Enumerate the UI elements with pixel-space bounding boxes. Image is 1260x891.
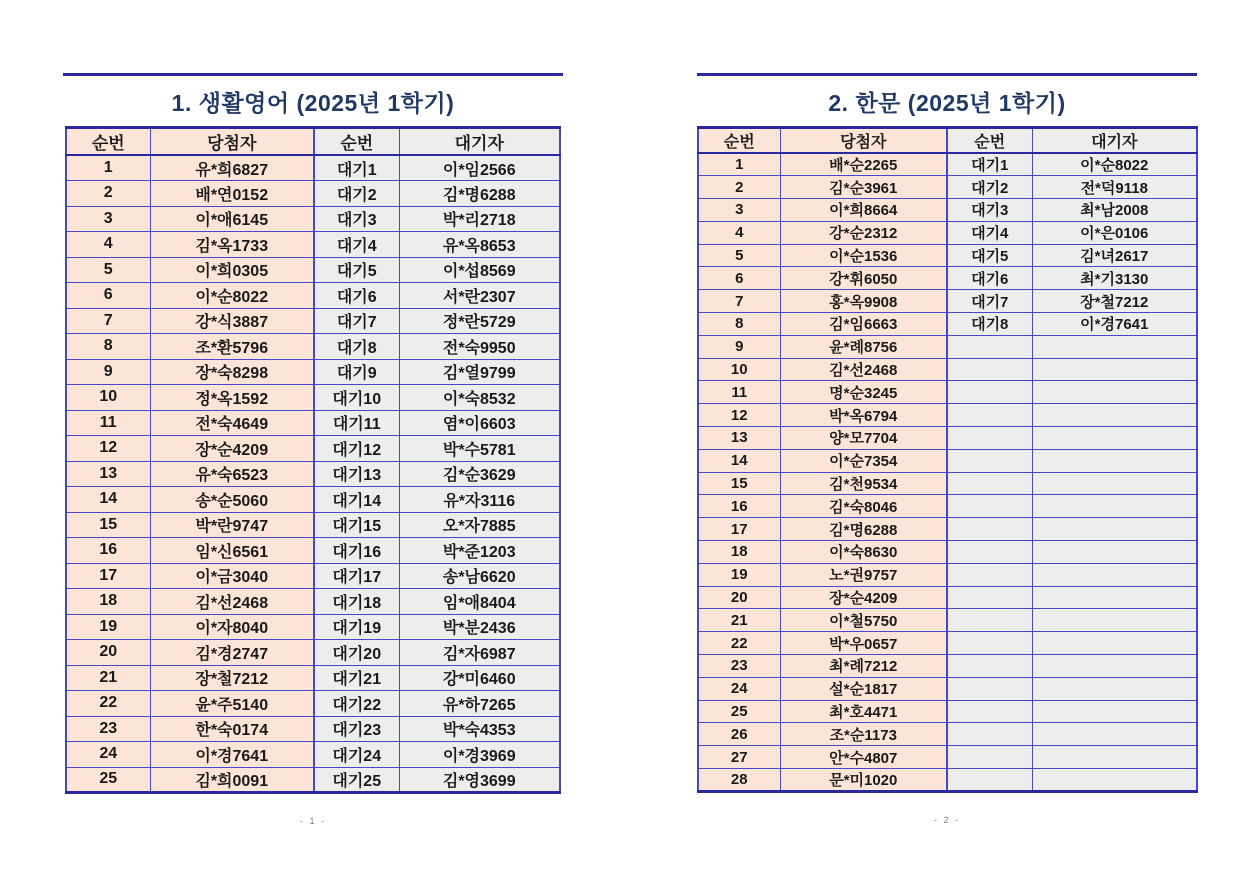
column-header-waiting: 대기자 <box>1032 128 1197 154</box>
waiting-cell <box>1032 609 1197 632</box>
winner-cell: 정*옥1592 <box>150 385 314 411</box>
waiting-cell: 대기3 <box>947 199 1032 222</box>
waiting-cell: 대기6 <box>947 267 1032 290</box>
waiting-cell <box>1032 563 1197 586</box>
page-2 <box>697 73 1197 825</box>
winner-cell: 8 <box>66 334 150 360</box>
winner-cell: 이*순7354 <box>780 449 947 472</box>
table-row <box>698 221 1197 244</box>
waiting-cell: 대기12 <box>314 436 399 462</box>
winner-cell: 16 <box>66 538 150 564</box>
winner-cell: 12 <box>698 404 780 427</box>
waiting-cell: 이*순8022 <box>1032 153 1197 176</box>
column-header-waiting: 대기자 <box>399 128 560 156</box>
waiting-cell: 대기2 <box>947 176 1032 199</box>
winner-cell: 24 <box>66 742 150 768</box>
winner-cell: 6 <box>66 283 150 309</box>
table-row <box>698 632 1197 655</box>
table-row <box>698 153 1197 176</box>
waiting-cell <box>947 655 1032 678</box>
waiting-cell: 김*자6987 <box>399 640 560 666</box>
waiting-cell: 전*숙9950 <box>399 334 560 360</box>
waiting-cell: 대기19 <box>314 614 399 640</box>
waiting-cell <box>947 518 1032 541</box>
winner-cell: 11 <box>698 381 780 404</box>
results-table-daily-english <box>65 126 561 794</box>
winner-cell: 최*례7212 <box>780 655 947 678</box>
waiting-cell: 대기6 <box>314 283 399 309</box>
table-row <box>698 335 1197 358</box>
page-1 <box>63 73 563 826</box>
table-row <box>66 181 560 207</box>
winner-cell: 22 <box>698 632 780 655</box>
winner-cell: 6 <box>698 267 780 290</box>
waiting-cell: 이*경7641 <box>1032 313 1197 336</box>
winner-cell: 1 <box>698 153 780 176</box>
winner-cell: 강*휘6050 <box>780 267 947 290</box>
winner-cell: 임*신6561 <box>150 538 314 564</box>
winner-cell: 8 <box>698 313 780 336</box>
waiting-cell <box>1032 472 1197 495</box>
waiting-cell: 대기15 <box>314 512 399 538</box>
winner-cell: 이*철5750 <box>780 609 947 632</box>
waiting-cell: 대기14 <box>314 487 399 513</box>
waiting-cell: 염*이6603 <box>399 410 560 436</box>
winner-cell: 장*순4209 <box>780 586 947 609</box>
table-row <box>66 155 560 181</box>
waiting-cell: 박*준1203 <box>399 538 560 564</box>
table-row <box>66 665 560 691</box>
waiting-cell: 박*분2436 <box>399 614 560 640</box>
table-header-row <box>698 128 1197 154</box>
waiting-cell: 대기23 <box>314 716 399 742</box>
waiting-cell: 김*열9799 <box>399 359 560 385</box>
winner-cell: 23 <box>698 655 780 678</box>
waiting-cell: 대기7 <box>947 290 1032 313</box>
results-table-chinese-characters <box>697 126 1198 793</box>
table-row <box>698 746 1197 769</box>
table-row <box>698 563 1197 586</box>
winner-cell: 7 <box>698 290 780 313</box>
winner-cell: 김*선2468 <box>780 358 947 381</box>
waiting-cell <box>1032 427 1197 450</box>
winner-cell: 배*연0152 <box>150 181 314 207</box>
waiting-cell: 대기20 <box>314 640 399 666</box>
waiting-cell: 대기1 <box>947 153 1032 176</box>
page-title: 2. 한문 (2025년 1학기) <box>828 90 1066 116</box>
waiting-cell: 유*옥8653 <box>399 232 560 258</box>
table-row <box>66 767 560 793</box>
winner-cell: 1 <box>66 155 150 181</box>
winner-cell: 김*선2468 <box>150 589 314 615</box>
table-row <box>66 359 560 385</box>
winner-cell: 문*미1020 <box>780 769 947 792</box>
winner-cell: 김*임6663 <box>780 313 947 336</box>
table-body <box>66 155 560 793</box>
winner-cell: 11 <box>66 410 150 436</box>
waiting-cell <box>1032 358 1197 381</box>
waiting-cell: 송*남6620 <box>399 563 560 589</box>
table-row <box>698 518 1197 541</box>
waiting-cell: 이*은0106 <box>1032 221 1197 244</box>
winner-cell: 송*순5060 <box>150 487 314 513</box>
waiting-cell: 이*섭8569 <box>399 257 560 283</box>
winner-cell: 28 <box>698 769 780 792</box>
winner-cell: 5 <box>698 244 780 267</box>
winner-cell: 홍*옥9908 <box>780 290 947 313</box>
winner-cell: 노*권9757 <box>780 563 947 586</box>
table-row <box>66 385 560 411</box>
table-row <box>66 589 560 615</box>
winner-cell: 4 <box>66 232 150 258</box>
header-rule <box>63 73 563 76</box>
winner-cell: 김*희0091 <box>150 767 314 793</box>
table-row <box>698 199 1197 222</box>
waiting-cell <box>947 746 1032 769</box>
waiting-cell: 최*기3130 <box>1032 267 1197 290</box>
winner-cell: 2 <box>698 176 780 199</box>
table-row <box>66 334 560 360</box>
winner-cell: 장*순4209 <box>150 436 314 462</box>
winner-cell: 10 <box>66 385 150 411</box>
waiting-cell: 이*임2566 <box>399 155 560 181</box>
winner-cell: 김*명6288 <box>780 518 947 541</box>
waiting-cell: 김*영3699 <box>399 767 560 793</box>
table-row <box>66 487 560 513</box>
column-header-winner: 당첨자 <box>780 128 947 154</box>
table-row <box>698 427 1197 450</box>
waiting-cell <box>947 769 1032 792</box>
waiting-cell <box>947 541 1032 564</box>
winner-cell: 27 <box>698 746 780 769</box>
winner-cell: 17 <box>66 563 150 589</box>
waiting-cell: 김*녀2617 <box>1032 244 1197 267</box>
waiting-cell: 정*란5729 <box>399 308 560 334</box>
waiting-cell <box>947 677 1032 700</box>
winner-cell: 3 <box>66 206 150 232</box>
waiting-cell: 대기4 <box>947 221 1032 244</box>
column-header-rank: 순번 <box>66 128 150 156</box>
winner-cell: 9 <box>66 359 150 385</box>
winner-cell: 13 <box>698 427 780 450</box>
table-body <box>698 153 1197 792</box>
waiting-cell <box>947 632 1032 655</box>
waiting-cell <box>947 335 1032 358</box>
table-row <box>698 176 1197 199</box>
waiting-cell: 박*수5781 <box>399 436 560 462</box>
winner-cell: 김*천9534 <box>780 472 947 495</box>
table-row <box>698 700 1197 723</box>
table-row <box>66 232 560 258</box>
waiting-cell <box>1032 746 1197 769</box>
page-number: - 1 - <box>299 816 326 826</box>
table-row <box>698 677 1197 700</box>
winner-cell: 유*희6827 <box>150 155 314 181</box>
table-row <box>66 257 560 283</box>
waiting-cell: 대기5 <box>314 257 399 283</box>
waiting-cell <box>947 586 1032 609</box>
waiting-cell <box>1032 404 1197 427</box>
waiting-cell: 대기25 <box>314 767 399 793</box>
winner-cell: 3 <box>698 199 780 222</box>
waiting-cell: 이*경3969 <box>399 742 560 768</box>
winner-cell: 유*숙6523 <box>150 461 314 487</box>
winner-cell: 박*란9747 <box>150 512 314 538</box>
waiting-cell <box>947 700 1032 723</box>
winner-cell: 18 <box>66 589 150 615</box>
winner-cell: 이*애6145 <box>150 206 314 232</box>
waiting-cell <box>947 472 1032 495</box>
winner-cell: 배*순2265 <box>780 153 947 176</box>
winner-cell: 10 <box>698 358 780 381</box>
winner-cell: 윤*례8756 <box>780 335 947 358</box>
winner-cell: 13 <box>66 461 150 487</box>
waiting-cell <box>1032 723 1197 746</box>
winner-cell: 14 <box>698 449 780 472</box>
waiting-cell: 김*순3629 <box>399 461 560 487</box>
winner-cell: 26 <box>698 723 780 746</box>
winner-cell: 19 <box>66 614 150 640</box>
winner-cell: 김*순3961 <box>780 176 947 199</box>
table-row <box>66 563 560 589</box>
waiting-cell: 장*철7212 <box>1032 290 1197 313</box>
waiting-cell: 대기18 <box>314 589 399 615</box>
winner-cell: 7 <box>66 308 150 334</box>
winner-cell: 12 <box>66 436 150 462</box>
waiting-cell <box>947 495 1032 518</box>
winner-cell: 최*호4471 <box>780 700 947 723</box>
waiting-cell: 대기8 <box>947 313 1032 336</box>
waiting-cell: 대기24 <box>314 742 399 768</box>
table-row <box>698 244 1197 267</box>
winner-cell: 한*숙0174 <box>150 716 314 742</box>
winner-cell: 강*식3887 <box>150 308 314 334</box>
waiting-cell: 이*숙8532 <box>399 385 560 411</box>
waiting-cell: 전*덕9118 <box>1032 176 1197 199</box>
table-row <box>66 206 560 232</box>
waiting-cell <box>947 563 1032 586</box>
winner-cell: 21 <box>66 665 150 691</box>
waiting-cell <box>947 381 1032 404</box>
winner-cell: 20 <box>698 586 780 609</box>
waiting-cell <box>1032 495 1197 518</box>
table-row <box>698 769 1197 792</box>
waiting-cell <box>1032 677 1197 700</box>
winner-cell: 강*순2312 <box>780 221 947 244</box>
waiting-cell: 박*리2718 <box>399 206 560 232</box>
table-row <box>66 614 560 640</box>
table-row <box>66 538 560 564</box>
waiting-cell: 대기5 <box>947 244 1032 267</box>
winner-cell: 전*숙4649 <box>150 410 314 436</box>
winner-cell: 장*숙8298 <box>150 359 314 385</box>
waiting-cell: 대기11 <box>314 410 399 436</box>
table-row <box>66 308 560 334</box>
table-row <box>66 742 560 768</box>
table-row <box>698 358 1197 381</box>
winner-cell: 21 <box>698 609 780 632</box>
table-row <box>66 461 560 487</box>
winner-cell: 16 <box>698 495 780 518</box>
waiting-cell: 유*자3116 <box>399 487 560 513</box>
winner-cell: 20 <box>66 640 150 666</box>
waiting-cell <box>1032 700 1197 723</box>
waiting-cell: 대기8 <box>314 334 399 360</box>
page-title: 1. 생활영어 (2025년 1학기) <box>171 90 455 116</box>
winner-cell: 이*순8022 <box>150 283 314 309</box>
table-row <box>698 541 1197 564</box>
winner-cell: 윤*주5140 <box>150 691 314 717</box>
winner-cell: 25 <box>66 767 150 793</box>
waiting-cell: 대기9 <box>314 359 399 385</box>
table-row <box>698 290 1197 313</box>
winner-cell: 이*경7641 <box>150 742 314 768</box>
winner-cell: 15 <box>698 472 780 495</box>
waiting-cell <box>947 358 1032 381</box>
winner-cell: 18 <box>698 541 780 564</box>
winner-cell: 김*경2747 <box>150 640 314 666</box>
waiting-cell: 대기22 <box>314 691 399 717</box>
waiting-cell <box>1032 381 1197 404</box>
winner-cell: 23 <box>66 716 150 742</box>
waiting-cell: 박*숙4353 <box>399 716 560 742</box>
winner-cell: 17 <box>698 518 780 541</box>
winner-cell: 장*철7212 <box>150 665 314 691</box>
winner-cell: 안*수4807 <box>780 746 947 769</box>
waiting-cell: 대기17 <box>314 563 399 589</box>
table-row <box>66 691 560 717</box>
winner-cell: 김*옥1733 <box>150 232 314 258</box>
waiting-cell: 대기16 <box>314 538 399 564</box>
waiting-cell <box>1032 769 1197 792</box>
waiting-cell <box>1032 541 1197 564</box>
table-row <box>698 404 1197 427</box>
waiting-cell <box>947 427 1032 450</box>
table-row <box>66 436 560 462</box>
winner-cell: 2 <box>66 181 150 207</box>
waiting-cell <box>947 723 1032 746</box>
waiting-cell: 김*명6288 <box>399 181 560 207</box>
waiting-cell <box>1032 518 1197 541</box>
waiting-cell <box>947 609 1032 632</box>
waiting-cell <box>1032 586 1197 609</box>
winner-cell: 9 <box>698 335 780 358</box>
table-row <box>66 512 560 538</box>
winner-cell: 명*순3245 <box>780 381 947 404</box>
table-row <box>698 586 1197 609</box>
winner-cell: 박*옥6794 <box>780 404 947 427</box>
header-rule <box>697 73 1197 76</box>
winner-cell: 조*환5796 <box>150 334 314 360</box>
table-row <box>66 716 560 742</box>
column-header-winner: 당첨자 <box>150 128 314 156</box>
table-row <box>698 381 1197 404</box>
winner-cell: 25 <box>698 700 780 723</box>
table-row <box>698 313 1197 336</box>
waiting-cell: 대기21 <box>314 665 399 691</box>
table-row <box>698 655 1197 678</box>
winner-cell: 이*순1536 <box>780 244 947 267</box>
table-row <box>66 283 560 309</box>
waiting-cell: 대기1 <box>314 155 399 181</box>
winner-cell: 이*금3040 <box>150 563 314 589</box>
winner-cell: 양*모7704 <box>780 427 947 450</box>
winner-cell: 15 <box>66 512 150 538</box>
table-row <box>698 449 1197 472</box>
table-row <box>698 495 1197 518</box>
column-header-rank: 순번 <box>947 128 1032 154</box>
waiting-cell: 임*애8404 <box>399 589 560 615</box>
winner-cell: 14 <box>66 487 150 513</box>
winner-cell: 19 <box>698 563 780 586</box>
waiting-cell: 강*미6460 <box>399 665 560 691</box>
winner-cell: 5 <box>66 257 150 283</box>
waiting-cell <box>947 449 1032 472</box>
waiting-cell: 대기10 <box>314 385 399 411</box>
winner-cell: 24 <box>698 677 780 700</box>
waiting-cell: 오*자7885 <box>399 512 560 538</box>
waiting-cell <box>1032 449 1197 472</box>
winner-cell: 22 <box>66 691 150 717</box>
column-header-rank: 순번 <box>698 128 780 154</box>
winner-cell: 김*숙8046 <box>780 495 947 518</box>
waiting-cell: 대기4 <box>314 232 399 258</box>
waiting-cell <box>1032 655 1197 678</box>
waiting-cell: 대기3 <box>314 206 399 232</box>
waiting-cell <box>1032 335 1197 358</box>
winner-cell: 설*순1817 <box>780 677 947 700</box>
waiting-cell <box>947 404 1032 427</box>
table-row <box>698 267 1197 290</box>
column-header-rank: 순번 <box>314 128 399 156</box>
winner-cell: 이*숙8630 <box>780 541 947 564</box>
winner-cell: 이*희8664 <box>780 199 947 222</box>
winner-cell: 이*희0305 <box>150 257 314 283</box>
table-row <box>698 723 1197 746</box>
winner-cell: 조*순1173 <box>780 723 947 746</box>
waiting-cell: 최*남2008 <box>1032 199 1197 222</box>
table-row <box>66 410 560 436</box>
waiting-cell: 서*란2307 <box>399 283 560 309</box>
winner-cell: 4 <box>698 221 780 244</box>
waiting-cell: 유*하7265 <box>399 691 560 717</box>
waiting-cell: 대기2 <box>314 181 399 207</box>
waiting-cell: 대기13 <box>314 461 399 487</box>
table-row <box>698 472 1197 495</box>
winner-cell: 박*우0657 <box>780 632 947 655</box>
winner-cell: 이*자8040 <box>150 614 314 640</box>
table-header-row <box>66 128 560 156</box>
page-number: - 2 - <box>933 815 960 826</box>
waiting-cell: 대기7 <box>314 308 399 334</box>
table-row <box>698 609 1197 632</box>
table-row <box>66 640 560 666</box>
waiting-cell <box>1032 632 1197 655</box>
